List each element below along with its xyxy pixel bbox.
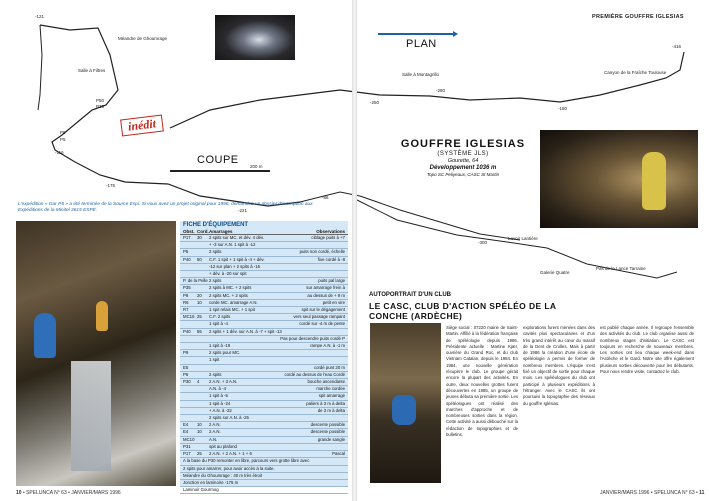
table-row bbox=[180, 393, 348, 400]
table-cell: descente possible bbox=[310, 429, 345, 435]
table-cell: P5 bbox=[183, 249, 189, 255]
header-observations: Observations bbox=[316, 229, 345, 234]
table-row bbox=[180, 415, 348, 422]
table-cell bbox=[281, 329, 345, 335]
table-cell bbox=[183, 271, 197, 277]
table-cell: P31 bbox=[183, 443, 191, 449]
table-cell: E5 bbox=[183, 364, 189, 370]
table-cell: + -3 sur A.N. 1 spit à -12 bbox=[209, 242, 256, 248]
depth-label: -180 bbox=[558, 106, 568, 111]
table-cell: sur amarrage frein à bbox=[306, 285, 345, 291]
table-row bbox=[180, 285, 348, 292]
table-cell bbox=[197, 242, 209, 248]
scale-label: 200 m bbox=[250, 164, 263, 169]
table-cell bbox=[197, 321, 209, 327]
table-cell: P9 bbox=[183, 350, 189, 356]
table-cell bbox=[281, 271, 345, 277]
table-cell: vers seul passage rampant bbox=[293, 314, 345, 320]
table-row bbox=[180, 386, 348, 393]
article-column-1: Siège social : 07220 mairie de Saint-Martin. Affilié à la fédération française de spéléologie depuis 1986. Présidente actuelle : Martine Kjær, ouvrière du Grand Roc, et du club Vietnam Catalan, depuis le 1984. En 1984, une nouvelle génération récupère le club. Le groupe gérait encore la plupart des activités. En outre, deux nouvelles grottes furent découvertes en 1985, un groupe de jeunes débuta sa première sortie. Les spéléologues ont réalisé des marches d'approche et de nombreuses sorties dans la région. Cette activité a aussi débouché sur la rédaction de topographies et de bulletins. bbox=[446, 325, 518, 438]
table-note: Méandre du Ghoumrage : 40 m très étroit bbox=[180, 473, 348, 480]
page-number-right: 11 bbox=[699, 490, 705, 496]
table-cell: E4 bbox=[183, 422, 189, 428]
table-cell bbox=[197, 264, 209, 270]
place-label: Salle à Montagrillo bbox=[402, 72, 440, 77]
table-row bbox=[180, 257, 348, 264]
table-cell: P30 bbox=[183, 379, 191, 385]
place-label: P8 bbox=[60, 130, 66, 135]
table-cell: spit au plafond bbox=[209, 443, 237, 449]
upper-branch bbox=[38, 25, 42, 110]
table-cell: puits non cordé, échelle bbox=[299, 249, 345, 255]
table-row bbox=[180, 264, 348, 271]
table-cell: E4 bbox=[183, 429, 189, 435]
place-label: Salle à Filtres bbox=[78, 68, 106, 73]
table-cell: bouche ascendante bbox=[307, 379, 345, 385]
depth-label: -121 bbox=[35, 14, 45, 19]
plan-label: PLAN bbox=[406, 38, 437, 50]
depth-label: -175 bbox=[106, 183, 116, 188]
table-cell bbox=[281, 357, 345, 363]
table-cell: R7 bbox=[183, 307, 189, 313]
table-cell bbox=[183, 415, 197, 421]
table-cell: 20 bbox=[197, 292, 202, 298]
table-cell: P17 bbox=[183, 451, 191, 457]
table-note: A la base du P30 remonter en libre, parcours vers grotte libre avec bbox=[180, 458, 348, 465]
table-cell: 2 spits à MC. + 2 spits bbox=[209, 285, 252, 291]
caver-figure bbox=[34, 313, 56, 358]
table-row bbox=[180, 422, 348, 429]
header-obst: Obst. bbox=[183, 229, 195, 234]
depth-label: -280 bbox=[436, 88, 446, 93]
table-cell: 1 spit à -5 bbox=[209, 393, 228, 399]
table-cell: Pascal bbox=[332, 451, 345, 457]
table-cell: petit en vire bbox=[322, 299, 345, 305]
table-cell: corde MC. amarrage A.N. bbox=[209, 299, 258, 305]
table-row bbox=[180, 242, 348, 249]
plan-north-arrow bbox=[453, 31, 458, 37]
table-row bbox=[180, 350, 348, 357]
table-cell: C.F. 1 spit + 1 spit à -4 + dév. bbox=[209, 256, 265, 262]
place-label: Galerie Quatre bbox=[540, 270, 570, 275]
table-cell: ciblage puits à +7 bbox=[311, 235, 345, 240]
caver-figure-2 bbox=[96, 301, 108, 331]
table-cell bbox=[183, 401, 197, 407]
caver-gallery-photo bbox=[370, 323, 441, 483]
table-cell bbox=[281, 444, 345, 450]
table-cell: P8 bbox=[183, 292, 189, 298]
table-cell bbox=[197, 386, 209, 392]
table-cell: cordé punt 20 m bbox=[313, 364, 345, 370]
table-row bbox=[180, 271, 348, 278]
table-cell: 2 spits + 1 dév. sur A.N. à -7 + spit -13 bbox=[209, 328, 282, 334]
table-cell: 1 spit bbox=[209, 357, 220, 363]
table-cell: 30 bbox=[197, 235, 202, 240]
table-row bbox=[180, 249, 348, 256]
page-number-left: 10 bbox=[16, 490, 22, 496]
table-row bbox=[180, 343, 348, 350]
table-cell bbox=[183, 408, 197, 414]
page-gutter bbox=[352, 0, 357, 501]
place-label: Canyon de la Fraîche Toulouse bbox=[604, 70, 667, 75]
depth-label: -86 bbox=[322, 195, 329, 200]
caver-sitting-photo bbox=[540, 130, 698, 228]
inedit-badge: inédit bbox=[120, 115, 164, 137]
table-cell bbox=[197, 271, 209, 277]
table-row bbox=[180, 408, 348, 415]
coupe-scale-bar bbox=[170, 170, 270, 172]
caver-yellow-suit bbox=[642, 152, 666, 210]
table-cell: -12 sur plan + 2 spits à -15 bbox=[209, 263, 260, 269]
table-cell: 2 A.N. + 2 A.N. + 1 + 6 bbox=[209, 451, 252, 457]
table-cell: P17 bbox=[183, 235, 191, 240]
table-cell: 25 bbox=[197, 314, 202, 320]
table-cell: fixe cordé à -8 bbox=[317, 256, 345, 262]
table-cell: 2 spits MC. + 2 spits bbox=[209, 292, 248, 298]
table-cell: P40 bbox=[183, 256, 191, 262]
table-cell: 2 spits sur A.N. à -25 bbox=[209, 415, 249, 421]
table-cell bbox=[197, 336, 209, 342]
table-row bbox=[180, 451, 348, 458]
table-cell bbox=[197, 350, 209, 356]
table-cell bbox=[197, 365, 209, 371]
equipment-rows bbox=[180, 235, 348, 494]
footer-left bbox=[16, 490, 121, 496]
footer-right-text: JANVIER/MARS 1996 • SPELUNCA N° 63 • bbox=[600, 490, 698, 496]
table-row bbox=[180, 278, 348, 285]
table-cell bbox=[197, 437, 209, 443]
table-row bbox=[180, 365, 348, 372]
table-cell bbox=[197, 408, 209, 414]
table-cell: P. de la Pelle bbox=[183, 278, 208, 284]
gouffre-topo: Topo SC Peliyeaux, CASC St Martin bbox=[426, 172, 500, 177]
table-cell: + A.N. à -32 bbox=[209, 407, 232, 413]
table-cell: C.F. 2 spits bbox=[209, 314, 231, 320]
table-note: Jonction en laminoire -175 m bbox=[180, 480, 348, 487]
depth-label: -116 bbox=[55, 150, 64, 155]
table-cell: R6 bbox=[183, 299, 189, 305]
table-cell bbox=[281, 264, 345, 270]
table-cell: P35 bbox=[183, 285, 191, 291]
waterfall bbox=[71, 361, 111, 471]
table-cell: rampe A.N. à -1 m bbox=[310, 343, 345, 349]
article-title: LE CASC, CLUB D'ACTION SPÉLÉO DE LA CONCHE (ARDÈCHE) bbox=[369, 301, 557, 321]
table-cell: 50 bbox=[197, 256, 202, 262]
table-row bbox=[180, 235, 348, 242]
section-header: PREMIÈRE GOUFFRE IGLESIAS bbox=[592, 14, 684, 20]
table-cell: Pas pour descendre puits cordé P bbox=[280, 335, 345, 341]
table-cell: 2 spits bbox=[209, 278, 222, 284]
table-cell bbox=[183, 321, 197, 327]
table-row bbox=[180, 307, 348, 314]
table-cell: 2 A.N. bbox=[209, 429, 221, 435]
table-cell: 2 A.N. + 3 A.N. bbox=[209, 379, 238, 385]
header-amarrages: Amarrages bbox=[209, 229, 233, 234]
equipment-table bbox=[180, 221, 348, 493]
header-cord: Cord. bbox=[197, 229, 209, 234]
table-row bbox=[180, 444, 348, 451]
table-cell bbox=[197, 249, 209, 255]
table-cell: 2 spits sur MC. et dév. 4 dév. bbox=[209, 235, 265, 240]
cave-photo-small bbox=[215, 15, 295, 60]
table-cell: au dessus de + 9 m bbox=[307, 292, 345, 298]
table-cell: descente possible bbox=[310, 422, 345, 428]
table-cell: grande sangle bbox=[317, 436, 345, 442]
table-cell: 2 spits pour MC. bbox=[209, 350, 241, 356]
place-label: Méandre de Ghoumrage bbox=[118, 36, 168, 41]
plan-line bbox=[170, 52, 684, 128]
table-cell: 2 A.N. bbox=[209, 422, 221, 428]
table-cell: MC10 bbox=[183, 436, 195, 442]
footer-left-text: • SPELUNCA N° 63 • JANVIER/MARS 1996 bbox=[22, 490, 121, 496]
footer-right bbox=[600, 490, 704, 496]
table-cell: puits pal large bbox=[318, 278, 345, 284]
caver-waterfall-photo bbox=[16, 221, 176, 486]
gouffre-system: (SYSTÈME JLS) bbox=[437, 151, 489, 157]
table-cell bbox=[183, 336, 197, 342]
table-row bbox=[180, 379, 348, 386]
table-row bbox=[180, 300, 348, 307]
table-cell bbox=[183, 264, 197, 270]
article-column-2: explorations furent menées dans des cavités plus spectaculaires et d'un très grand intérêt au cœur du massif de la Dent de Crolles. Mais à partir de 1986 la création d'une école de spéléologie a permis de former de nombreux membres. L'équipe s'est fixé un objectif de sortie pour chaque mois. Les spéléologues du club ont participé à plusieurs expéditions à l'étranger. Avec le CASC ils ont poursuivi la topographie des réseaux du gouffre Iglésias. bbox=[523, 325, 595, 406]
table-cell: 25 bbox=[197, 451, 202, 457]
gouffre-place: Gourette, 64 bbox=[447, 158, 479, 164]
table-cell: 1 spit à -19 bbox=[209, 343, 231, 349]
table-row bbox=[180, 429, 348, 436]
table-cell: P40 bbox=[183, 328, 191, 334]
table-cell: cordé au dessus de l'eau Cordé bbox=[284, 371, 345, 377]
table-cell bbox=[183, 357, 197, 363]
table-cell bbox=[183, 393, 197, 399]
table-row bbox=[180, 314, 348, 321]
table-cell: 10 bbox=[197, 429, 202, 435]
coupe-profile-line-2 bbox=[300, 192, 360, 202]
place-label: Pas de la Lance Tarraine bbox=[596, 266, 646, 271]
table-row bbox=[180, 437, 348, 444]
table-cell bbox=[183, 343, 197, 349]
table-cell bbox=[197, 393, 209, 399]
table-cell bbox=[183, 386, 197, 392]
place-label: P50 bbox=[96, 98, 105, 103]
article-kicker: AUTOPORTRAIT D'UN CLUB bbox=[369, 292, 451, 298]
table-note: 2 spits pour amarrer, pour avoir accès à la suite. bbox=[180, 466, 348, 473]
table-cell: spit amarrage bbox=[318, 393, 345, 399]
table-cell: + dév. à -20 sur spit bbox=[209, 271, 247, 277]
place-label: P5 bbox=[60, 137, 66, 142]
table-cell: de 3 m à delta bbox=[317, 407, 345, 413]
equipment-table-title: FICHE D'ÉQUIPEMENT bbox=[183, 222, 249, 228]
table-cell bbox=[197, 372, 209, 378]
table-cell bbox=[197, 278, 209, 284]
table-note: Laminoir Gourmog bbox=[180, 487, 348, 494]
table-cell: spit sur le dégagement bbox=[301, 307, 345, 313]
table-cell: 1 spit à -4 bbox=[209, 321, 228, 327]
table-cell: paliers à 3 m à delta bbox=[306, 400, 345, 406]
depth-label: -250 bbox=[370, 100, 380, 105]
table-cell: A.N. bbox=[209, 436, 218, 442]
table-cell bbox=[281, 242, 345, 248]
table-row bbox=[180, 401, 348, 408]
table-cell bbox=[197, 343, 209, 349]
gouffre-title-block bbox=[393, 138, 533, 177]
table-cell bbox=[197, 401, 209, 407]
table-row bbox=[180, 372, 348, 379]
caver-blue-suit bbox=[392, 395, 416, 425]
table-row bbox=[180, 329, 348, 336]
table-cell bbox=[197, 415, 209, 421]
table-cell: 2 spits bbox=[209, 249, 222, 255]
table-cell bbox=[197, 307, 209, 313]
table-cell bbox=[197, 357, 209, 363]
gouffre-title: GOUFFRE IGLESIAS bbox=[400, 138, 526, 150]
table-row bbox=[180, 321, 348, 328]
article-column-3: est publié chaque année. Il regroupe l'ensemble des activités du club. Le club organise aussi de nombreux stages d'initiation. Le CASC est toujours en recherche de nouveaux membres. Les sorties ont lieu chaque week-end dans l'Ardèche et le Gard. Notre site offre également plusieurs sorties découverte pour les débutants. Pour nous rendre visite, contactez le club. bbox=[600, 325, 694, 375]
depth-label: -416 bbox=[672, 44, 682, 49]
table-cell: 2 spits bbox=[209, 371, 222, 377]
coupe-label: COUPE bbox=[197, 154, 239, 166]
table-cell bbox=[197, 444, 209, 450]
table-cell: 1 spit à -24 bbox=[209, 400, 231, 406]
table-cell: cordé sur -4 m de pente bbox=[299, 321, 345, 327]
depth-label: -300 bbox=[478, 240, 488, 245]
table-cell bbox=[209, 336, 280, 342]
plan-north-bar bbox=[378, 33, 453, 35]
gouffre-development: Développement 1036 m bbox=[429, 165, 497, 171]
table-cell: P5 bbox=[183, 371, 189, 377]
table-cell bbox=[209, 365, 281, 371]
table-row bbox=[180, 357, 348, 364]
table-cell: 4 bbox=[197, 379, 200, 385]
table-cell bbox=[281, 350, 345, 356]
table-cell: marche cordée bbox=[316, 386, 345, 392]
depth-label: -221 bbox=[238, 208, 248, 213]
table-cell: 55 bbox=[197, 328, 202, 334]
table-cell: 1 spit relais MC. + 1 spit bbox=[209, 307, 255, 313]
expedition-caption: L'expédition « Gar P5 » a été terminée de la Source Espi. Si vous avez un projet original pour 1996, demandez un dossier d'inscription aux Expéditions de la Minitel 3615 EXPÉ. bbox=[18, 202, 313, 213]
table-row bbox=[180, 336, 348, 343]
table-cell: MC15 bbox=[183, 314, 195, 320]
table-cell bbox=[183, 242, 197, 248]
place-label: Lavoir Lantière bbox=[508, 236, 538, 241]
place-label: P35 bbox=[96, 104, 105, 109]
table-cell: 10 bbox=[197, 299, 202, 305]
table-cell bbox=[281, 415, 345, 421]
table-row bbox=[180, 293, 348, 300]
table-cell: 10 bbox=[197, 422, 202, 428]
table-cell: A.N. à -4 bbox=[209, 386, 226, 392]
table-cell bbox=[197, 285, 209, 291]
